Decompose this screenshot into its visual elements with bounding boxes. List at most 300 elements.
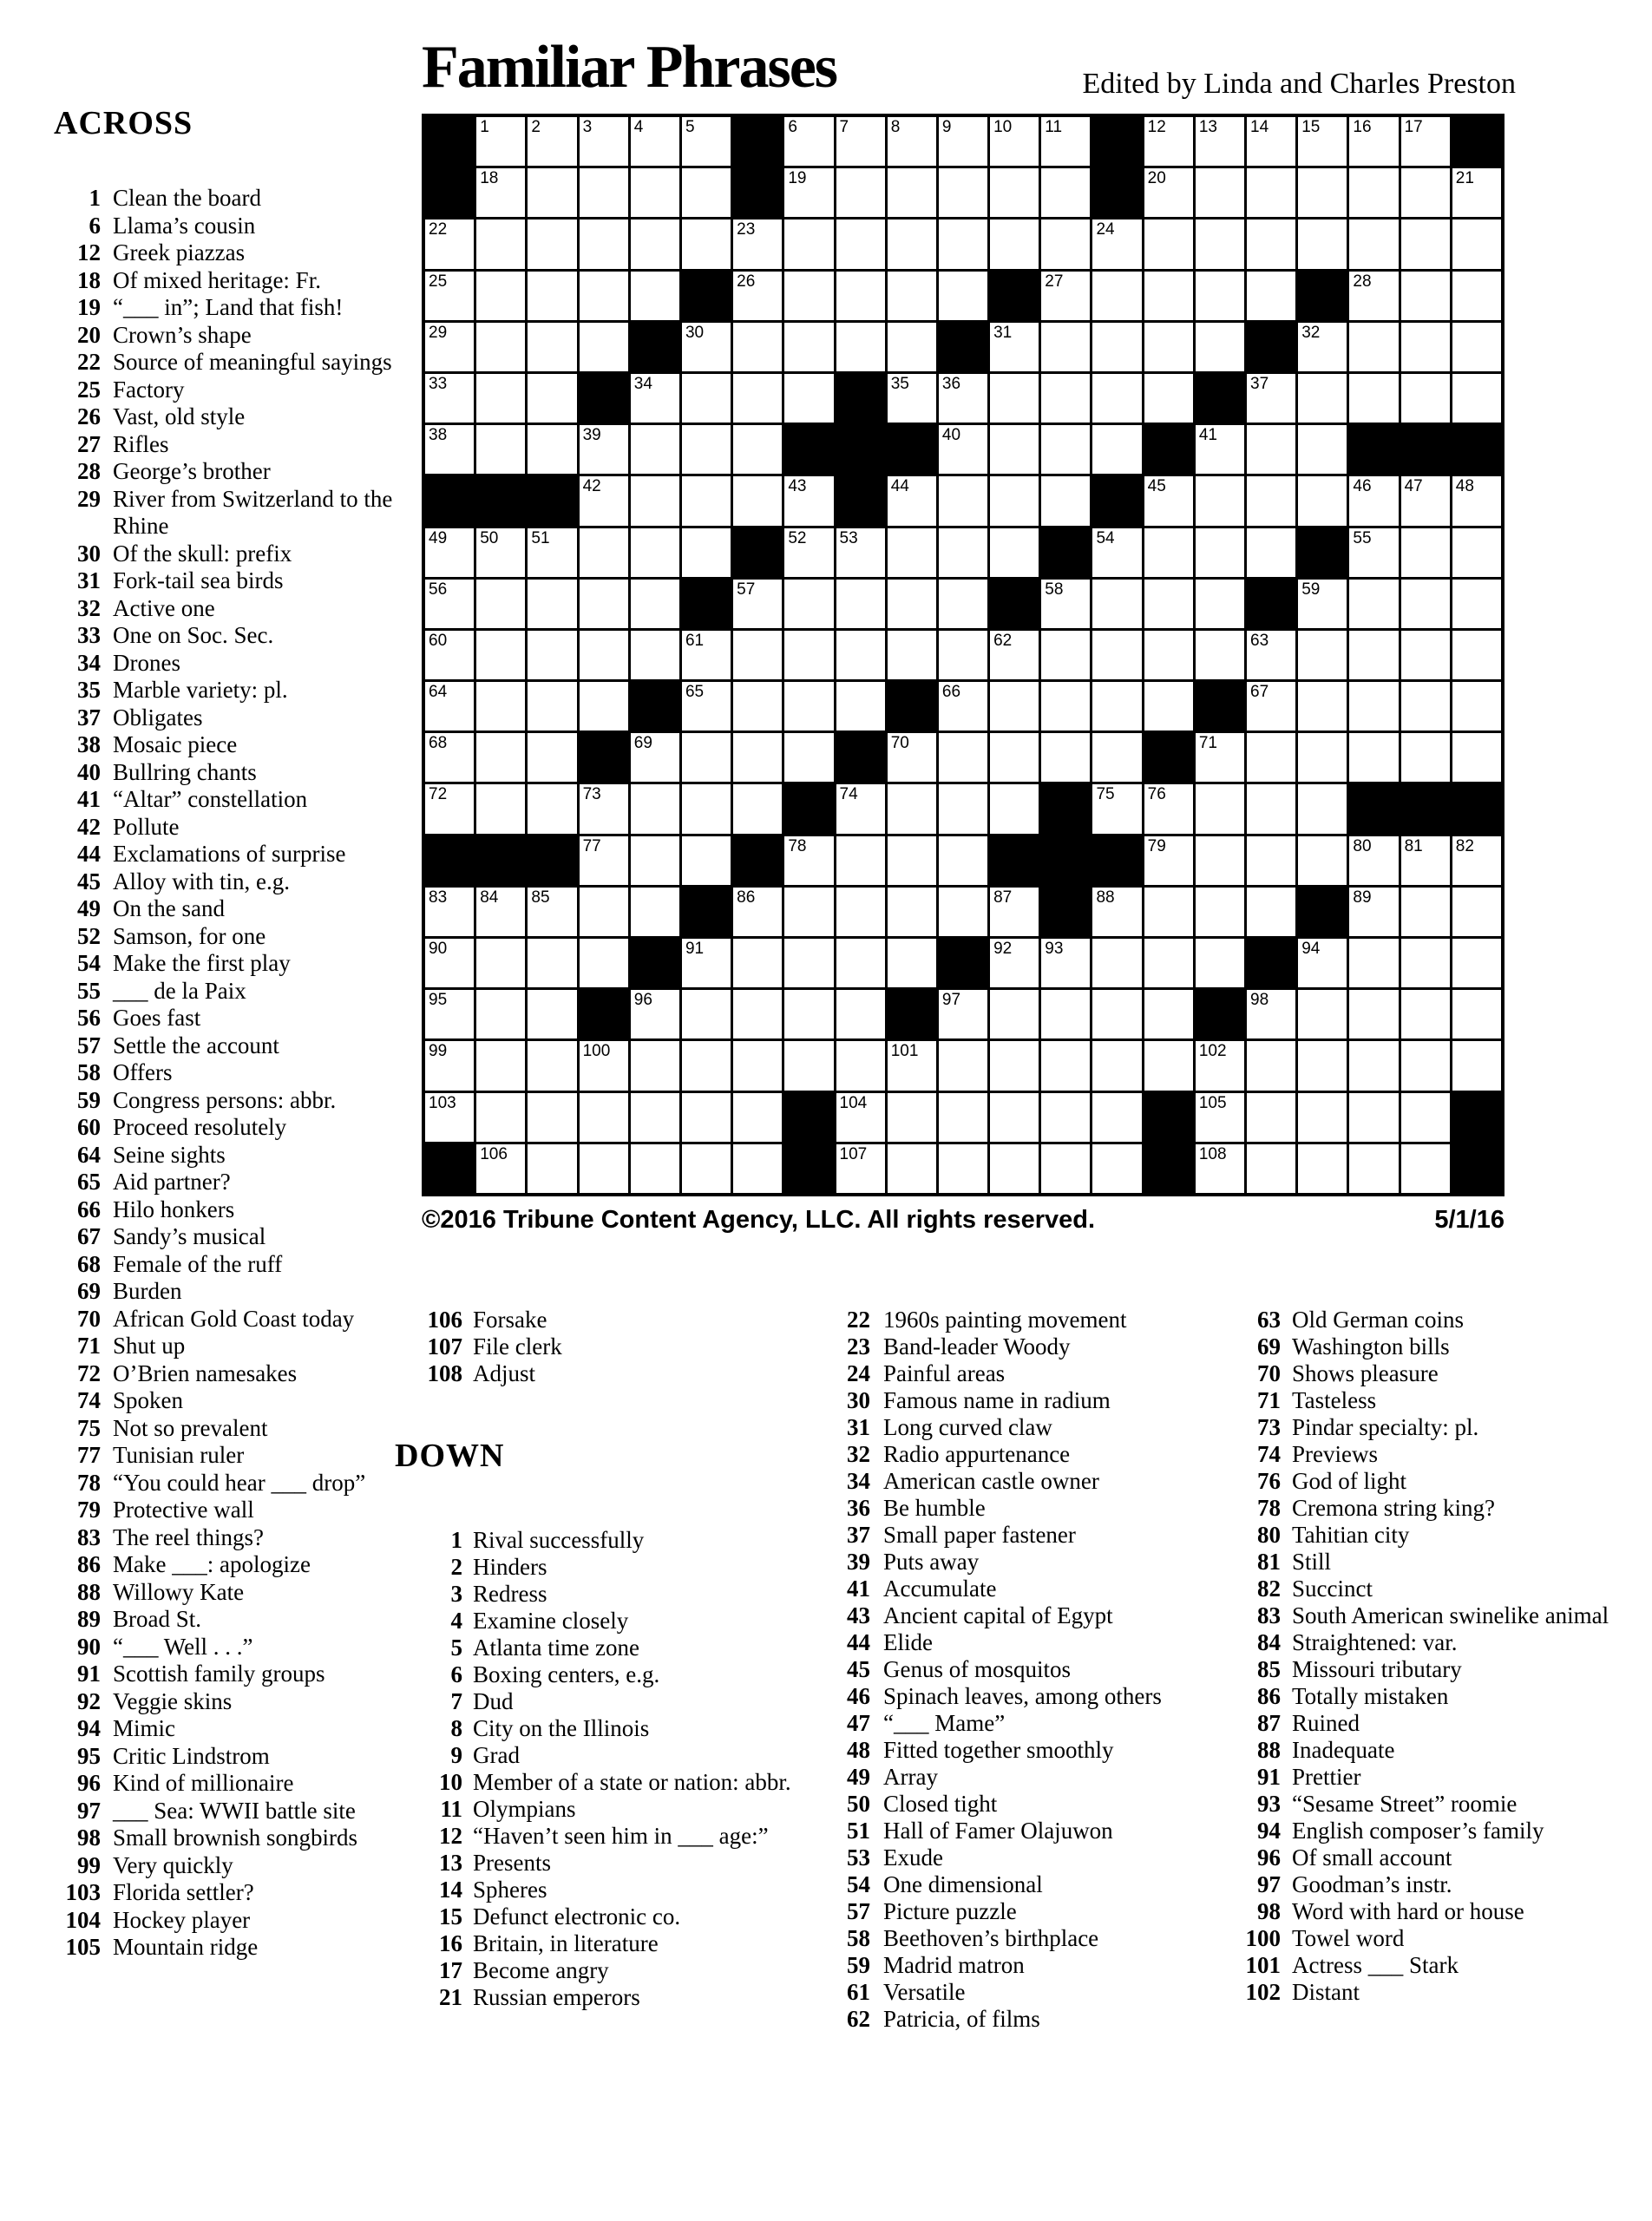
grid-cell[interactable]: [631, 219, 679, 268]
grid-cell[interactable]: [1041, 990, 1090, 1038]
grid-cell[interactable]: [1349, 939, 1398, 987]
grid-cell[interactable]: [784, 631, 833, 679]
grid-cell[interactable]: [836, 631, 885, 679]
grid-cell[interactable]: [476, 219, 525, 268]
grid-cell[interactable]: [1247, 682, 1295, 731]
grid-cell[interactable]: [631, 1144, 679, 1193]
grid-cell[interactable]: [1144, 374, 1193, 423]
grid-cell[interactable]: [733, 323, 782, 371]
grid-cell[interactable]: [476, 888, 525, 936]
grid-cell[interactable]: [476, 374, 525, 423]
grid-cell[interactable]: [733, 682, 782, 731]
grid-cell[interactable]: [836, 1144, 885, 1193]
grid-cell[interactable]: [1041, 1093, 1090, 1142]
grid-cell[interactable]: [631, 528, 679, 577]
grid-cell[interactable]: [1349, 733, 1398, 782]
grid-cell[interactable]: [425, 990, 474, 1038]
grid-cell[interactable]: [580, 323, 628, 371]
grid-cell[interactable]: [425, 580, 474, 628]
grid-cell[interactable]: [425, 631, 474, 679]
grid-cell[interactable]: [1452, 528, 1501, 577]
grid-cell[interactable]: [1298, 631, 1347, 679]
grid-cell[interactable]: [1041, 733, 1090, 782]
grid-cell[interactable]: [1298, 580, 1347, 628]
grid-cell[interactable]: [836, 272, 885, 320]
grid-cell[interactable]: [1401, 1093, 1450, 1142]
grid-cell[interactable]: [476, 784, 525, 833]
grid-cell[interactable]: [1092, 784, 1141, 833]
grid-cell[interactable]: [1092, 990, 1141, 1038]
grid-cell[interactable]: [888, 528, 936, 577]
grid-cell[interactable]: [784, 323, 833, 371]
grid-cell[interactable]: [1092, 219, 1141, 268]
grid-cell[interactable]: [1144, 219, 1193, 268]
grid-cell[interactable]: [1196, 836, 1244, 885]
grid-cell[interactable]: [476, 272, 525, 320]
grid-cell[interactable]: [990, 1041, 1039, 1090]
grid-cell[interactable]: [476, 323, 525, 371]
grid-cell[interactable]: [1452, 990, 1501, 1038]
grid-cell[interactable]: [1247, 990, 1295, 1038]
grid-cell[interactable]: [1196, 476, 1244, 525]
grid-cell[interactable]: [1452, 939, 1501, 987]
grid-cell[interactable]: [1041, 117, 1090, 166]
grid-cell[interactable]: [1041, 1144, 1090, 1193]
grid-cell[interactable]: [425, 219, 474, 268]
grid-cell[interactable]: [1401, 219, 1450, 268]
grid-cell[interactable]: [580, 836, 628, 885]
grid-cell[interactable]: [1196, 117, 1244, 166]
grid-cell[interactable]: [528, 682, 576, 731]
grid-cell[interactable]: [528, 631, 576, 679]
grid-cell[interactable]: [1144, 580, 1193, 628]
grid-cell[interactable]: [425, 1093, 474, 1142]
grid-cell[interactable]: [631, 425, 679, 474]
grid-cell[interactable]: [1041, 682, 1090, 731]
grid-cell[interactable]: [939, 784, 987, 833]
grid-cell[interactable]: [1401, 1144, 1450, 1193]
grid-cell[interactable]: [1041, 323, 1090, 371]
grid-cell[interactable]: [682, 374, 731, 423]
grid-cell[interactable]: [425, 528, 474, 577]
grid-cell[interactable]: [990, 323, 1039, 371]
grid-cell[interactable]: [784, 836, 833, 885]
grid-cell[interactable]: [1349, 1144, 1398, 1193]
grid-cell[interactable]: [682, 168, 731, 217]
grid-cell[interactable]: [682, 476, 731, 525]
grid-cell[interactable]: [1401, 888, 1450, 936]
grid-cell[interactable]: [1247, 528, 1295, 577]
grid-cell[interactable]: [836, 117, 885, 166]
grid-cell[interactable]: [784, 219, 833, 268]
grid-cell[interactable]: [476, 990, 525, 1038]
grid-cell[interactable]: [1092, 374, 1141, 423]
grid-cell[interactable]: [580, 1041, 628, 1090]
grid-cell[interactable]: [1298, 1093, 1347, 1142]
grid-cell[interactable]: [1247, 168, 1295, 217]
grid-cell[interactable]: [476, 1093, 525, 1142]
grid-cell[interactable]: [888, 631, 936, 679]
grid-cell[interactable]: [580, 682, 628, 731]
grid-cell[interactable]: [733, 631, 782, 679]
grid-cell[interactable]: [939, 1093, 987, 1142]
grid-cell[interactable]: [1196, 425, 1244, 474]
grid-cell[interactable]: [682, 528, 731, 577]
grid-cell[interactable]: [1298, 1041, 1347, 1090]
grid-cell[interactable]: [1401, 528, 1450, 577]
grid-cell[interactable]: [528, 219, 576, 268]
grid-cell[interactable]: [1196, 1144, 1244, 1193]
grid-cell[interactable]: [1401, 1041, 1450, 1090]
grid-cell[interactable]: [1298, 733, 1347, 782]
grid-cell[interactable]: [1092, 939, 1141, 987]
grid-cell[interactable]: [1349, 323, 1398, 371]
grid-cell[interactable]: [888, 733, 936, 782]
grid-cell[interactable]: [1041, 168, 1090, 217]
grid-cell[interactable]: [1041, 219, 1090, 268]
grid-cell[interactable]: [1349, 476, 1398, 525]
grid-cell[interactable]: [888, 836, 936, 885]
grid-cell[interactable]: [784, 990, 833, 1038]
grid-cell[interactable]: [836, 784, 885, 833]
grid-cell[interactable]: [990, 117, 1039, 166]
grid-cell[interactable]: [1247, 1144, 1295, 1193]
grid-cell[interactable]: [1196, 631, 1244, 679]
grid-cell[interactable]: [425, 323, 474, 371]
grid-cell[interactable]: [682, 733, 731, 782]
grid-cell[interactable]: [476, 682, 525, 731]
grid-cell[interactable]: [1247, 476, 1295, 525]
grid-cell[interactable]: [631, 631, 679, 679]
grid-cell[interactable]: [1349, 374, 1398, 423]
grid-cell[interactable]: [1247, 784, 1295, 833]
grid-cell[interactable]: [1196, 784, 1244, 833]
grid-cell[interactable]: [990, 528, 1039, 577]
grid-cell[interactable]: [1452, 888, 1501, 936]
grid-cell[interactable]: [1349, 528, 1398, 577]
grid-cell[interactable]: [528, 1041, 576, 1090]
grid-cell[interactable]: [425, 733, 474, 782]
grid-cell[interactable]: [631, 168, 679, 217]
grid-cell[interactable]: [1401, 939, 1450, 987]
grid-cell[interactable]: [836, 1041, 885, 1090]
grid-cell[interactable]: [1452, 168, 1501, 217]
grid-cell[interactable]: [888, 1041, 936, 1090]
grid-cell[interactable]: [580, 117, 628, 166]
grid-cell[interactable]: [1041, 425, 1090, 474]
grid-cell[interactable]: [476, 168, 525, 217]
grid-cell[interactable]: [476, 425, 525, 474]
grid-cell[interactable]: [939, 733, 987, 782]
grid-cell[interactable]: [784, 117, 833, 166]
grid-cell[interactable]: [784, 939, 833, 987]
grid-cell[interactable]: [528, 117, 576, 166]
grid-cell[interactable]: [733, 733, 782, 782]
grid-cell[interactable]: [1349, 1093, 1398, 1142]
grid-cell[interactable]: [631, 1093, 679, 1142]
grid-cell[interactable]: [1401, 374, 1450, 423]
grid-cell[interactable]: [1247, 219, 1295, 268]
grid-cell[interactable]: [476, 733, 525, 782]
grid-cell[interactable]: [425, 374, 474, 423]
grid-cell[interactable]: [425, 888, 474, 936]
grid-cell[interactable]: [580, 631, 628, 679]
grid-cell[interactable]: [939, 425, 987, 474]
grid-cell[interactable]: [1144, 1041, 1193, 1090]
grid-cell[interactable]: [528, 168, 576, 217]
grid-cell[interactable]: [1196, 1093, 1244, 1142]
grid-cell[interactable]: [1092, 888, 1141, 936]
grid-cell[interactable]: [836, 528, 885, 577]
grid-cell[interactable]: [1298, 425, 1347, 474]
grid-cell[interactable]: [476, 117, 525, 166]
grid-cell[interactable]: [476, 631, 525, 679]
grid-cell[interactable]: [836, 888, 885, 936]
grid-cell[interactable]: [1298, 990, 1347, 1038]
grid-cell[interactable]: [1298, 117, 1347, 166]
grid-cell[interactable]: [784, 168, 833, 217]
grid-cell[interactable]: [1401, 117, 1450, 166]
grid-cell[interactable]: [425, 272, 474, 320]
grid-cell[interactable]: [939, 374, 987, 423]
grid-cell[interactable]: [733, 580, 782, 628]
grid-cell[interactable]: [1401, 631, 1450, 679]
grid-cell[interactable]: [939, 1144, 987, 1193]
grid-cell[interactable]: [733, 1144, 782, 1193]
grid-cell[interactable]: [1196, 323, 1244, 371]
grid-cell[interactable]: [631, 374, 679, 423]
grid-cell[interactable]: [1298, 1144, 1347, 1193]
grid-cell[interactable]: [580, 168, 628, 217]
grid-cell[interactable]: [528, 528, 576, 577]
grid-cell[interactable]: [990, 1144, 1039, 1193]
grid-cell[interactable]: [784, 476, 833, 525]
grid-cell[interactable]: [1144, 168, 1193, 217]
grid-cell[interactable]: [1196, 1041, 1244, 1090]
grid-cell[interactable]: [580, 1144, 628, 1193]
grid-cell[interactable]: [1092, 528, 1141, 577]
grid-cell[interactable]: [939, 219, 987, 268]
grid-cell[interactable]: [476, 1144, 525, 1193]
grid-cell[interactable]: [1401, 323, 1450, 371]
grid-cell[interactable]: [631, 1041, 679, 1090]
grid-cell[interactable]: [1349, 990, 1398, 1038]
grid-cell[interactable]: [1247, 425, 1295, 474]
grid-cell[interactable]: [1401, 990, 1450, 1038]
grid-cell[interactable]: [631, 888, 679, 936]
grid-cell[interactable]: [733, 888, 782, 936]
grid-cell[interactable]: [1247, 272, 1295, 320]
grid-cell[interactable]: [476, 1041, 525, 1090]
grid-cell[interactable]: [784, 580, 833, 628]
grid-cell[interactable]: [425, 784, 474, 833]
grid-cell[interactable]: [1092, 1041, 1141, 1090]
grid-cell[interactable]: [836, 990, 885, 1038]
grid-cell[interactable]: [888, 476, 936, 525]
grid-cell[interactable]: [1196, 528, 1244, 577]
grid-cell[interactable]: [682, 117, 731, 166]
grid-cell[interactable]: [476, 528, 525, 577]
grid-cell[interactable]: [1041, 580, 1090, 628]
grid-cell[interactable]: [733, 219, 782, 268]
grid-cell[interactable]: [682, 1041, 731, 1090]
grid-cell[interactable]: [1041, 476, 1090, 525]
grid-cell[interactable]: [990, 374, 1039, 423]
grid-cell[interactable]: [990, 1093, 1039, 1142]
grid-cell[interactable]: [733, 939, 782, 987]
grid-cell[interactable]: [784, 682, 833, 731]
grid-cell[interactable]: [682, 631, 731, 679]
grid-cell[interactable]: [784, 374, 833, 423]
grid-cell[interactable]: [580, 476, 628, 525]
grid-cell[interactable]: [1144, 117, 1193, 166]
grid-cell[interactable]: [528, 733, 576, 782]
grid-cell[interactable]: [836, 682, 885, 731]
grid-cell[interactable]: [990, 784, 1039, 833]
grid-cell[interactable]: [425, 939, 474, 987]
grid-cell[interactable]: [1041, 939, 1090, 987]
grid-cell[interactable]: [888, 272, 936, 320]
grid-cell[interactable]: [1298, 939, 1347, 987]
grid-cell[interactable]: [784, 1041, 833, 1090]
grid-cell[interactable]: [888, 888, 936, 936]
grid-cell[interactable]: [1041, 1041, 1090, 1090]
grid-cell[interactable]: [888, 784, 936, 833]
grid-cell[interactable]: [733, 784, 782, 833]
grid-cell[interactable]: [939, 836, 987, 885]
grid-cell[interactable]: [1452, 733, 1501, 782]
grid-cell[interactable]: [1452, 580, 1501, 628]
grid-cell[interactable]: [1247, 631, 1295, 679]
grid-cell[interactable]: [631, 580, 679, 628]
grid-cell[interactable]: [631, 784, 679, 833]
grid-cell[interactable]: [1196, 733, 1244, 782]
grid-cell[interactable]: [1092, 631, 1141, 679]
grid-cell[interactable]: [990, 219, 1039, 268]
grid-cell[interactable]: [528, 374, 576, 423]
grid-cell[interactable]: [1144, 272, 1193, 320]
grid-cell[interactable]: [1349, 168, 1398, 217]
grid-cell[interactable]: [528, 990, 576, 1038]
grid-cell[interactable]: [1401, 580, 1450, 628]
grid-cell[interactable]: [939, 117, 987, 166]
grid-cell[interactable]: [1298, 682, 1347, 731]
grid-cell[interactable]: [528, 425, 576, 474]
grid-cell[interactable]: [631, 117, 679, 166]
grid-cell[interactable]: [528, 1093, 576, 1142]
grid-cell[interactable]: [1196, 580, 1244, 628]
grid-cell[interactable]: [682, 425, 731, 474]
grid-cell[interactable]: [888, 1093, 936, 1142]
grid-cell[interactable]: [682, 1093, 731, 1142]
grid-cell[interactable]: [1401, 836, 1450, 885]
grid-cell[interactable]: [990, 631, 1039, 679]
grid-cell[interactable]: [784, 888, 833, 936]
grid-cell[interactable]: [836, 580, 885, 628]
grid-cell[interactable]: [1041, 631, 1090, 679]
grid-cell[interactable]: [733, 1041, 782, 1090]
grid-cell[interactable]: [1144, 990, 1193, 1038]
grid-cell[interactable]: [580, 219, 628, 268]
grid-cell[interactable]: [1092, 682, 1141, 731]
grid-cell[interactable]: [1144, 682, 1193, 731]
grid-cell[interactable]: [528, 888, 576, 936]
grid-cell[interactable]: [580, 888, 628, 936]
grid-cell[interactable]: [682, 990, 731, 1038]
grid-cell[interactable]: [733, 272, 782, 320]
grid-cell[interactable]: [476, 580, 525, 628]
grid-cell[interactable]: [1144, 476, 1193, 525]
grid-cell[interactable]: [888, 323, 936, 371]
grid-cell[interactable]: [1349, 580, 1398, 628]
grid-cell[interactable]: [1196, 219, 1244, 268]
grid-cell[interactable]: [939, 631, 987, 679]
grid-cell[interactable]: [1196, 939, 1244, 987]
grid-cell[interactable]: [580, 425, 628, 474]
grid-cell[interactable]: [631, 476, 679, 525]
grid-cell[interactable]: [631, 990, 679, 1038]
grid-cell[interactable]: [939, 476, 987, 525]
grid-cell[interactable]: [1144, 836, 1193, 885]
grid-cell[interactable]: [425, 1041, 474, 1090]
grid-cell[interactable]: [1247, 836, 1295, 885]
grid-cell[interactable]: [682, 836, 731, 885]
grid-cell[interactable]: [682, 323, 731, 371]
grid-cell[interactable]: [1144, 939, 1193, 987]
grid-cell[interactable]: [990, 888, 1039, 936]
grid-cell[interactable]: [1144, 631, 1193, 679]
grid-cell[interactable]: [939, 168, 987, 217]
grid-cell[interactable]: [1247, 1041, 1295, 1090]
grid-cell[interactable]: [580, 784, 628, 833]
grid-cell[interactable]: [1298, 219, 1347, 268]
grid-cell[interactable]: [1041, 374, 1090, 423]
grid-cell[interactable]: [1092, 1093, 1141, 1142]
grid-cell[interactable]: [1298, 323, 1347, 371]
grid-cell[interactable]: [631, 836, 679, 885]
grid-cell[interactable]: [939, 580, 987, 628]
grid-cell[interactable]: [425, 425, 474, 474]
grid-cell[interactable]: [990, 476, 1039, 525]
grid-cell[interactable]: [990, 733, 1039, 782]
grid-cell[interactable]: [1196, 888, 1244, 936]
grid-cell[interactable]: [888, 580, 936, 628]
grid-cell[interactable]: [682, 1144, 731, 1193]
grid-cell[interactable]: [1092, 323, 1141, 371]
grid-cell[interactable]: [836, 836, 885, 885]
grid-cell[interactable]: [939, 272, 987, 320]
grid-cell[interactable]: [631, 733, 679, 782]
grid-cell[interactable]: [939, 888, 987, 936]
grid-cell[interactable]: [1349, 1041, 1398, 1090]
grid-cell[interactable]: [528, 939, 576, 987]
grid-cell[interactable]: [1349, 631, 1398, 679]
grid-cell[interactable]: [1401, 733, 1450, 782]
grid-cell[interactable]: [1144, 528, 1193, 577]
grid-cell[interactable]: [1144, 784, 1193, 833]
grid-cell[interactable]: [939, 990, 987, 1038]
grid-cell[interactable]: [1401, 168, 1450, 217]
grid-cell[interactable]: [1349, 682, 1398, 731]
grid-cell[interactable]: [1349, 219, 1398, 268]
grid-cell[interactable]: [476, 939, 525, 987]
grid-cell[interactable]: [1247, 888, 1295, 936]
grid-cell[interactable]: [1298, 374, 1347, 423]
grid-cell[interactable]: [1092, 272, 1141, 320]
grid-cell[interactable]: [682, 682, 731, 731]
grid-cell[interactable]: [1144, 323, 1193, 371]
grid-cell[interactable]: [528, 323, 576, 371]
